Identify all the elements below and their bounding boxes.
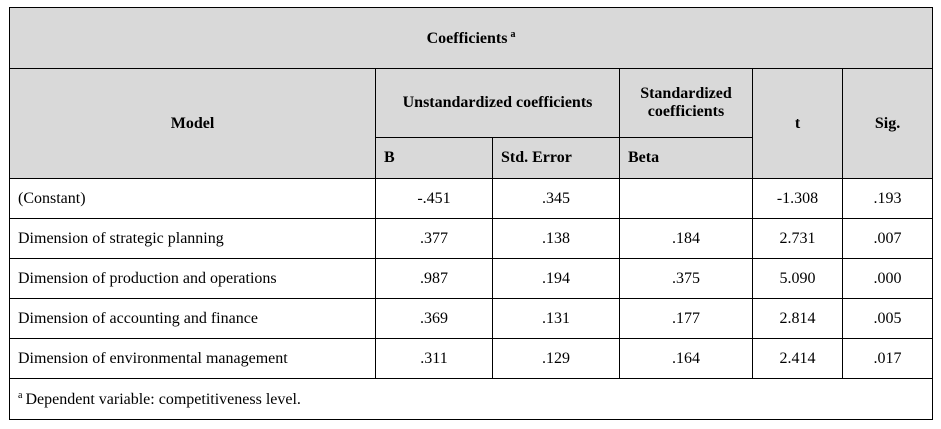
cell-beta xyxy=(620,179,753,219)
table-row xyxy=(10,219,933,259)
row-label: Dimension of environmental management xyxy=(10,339,376,379)
cell-t: 5.090 xyxy=(753,259,843,299)
cell-t: 2.414 xyxy=(753,339,843,379)
cell-sig: .005 xyxy=(843,299,933,339)
cell-beta: .164 xyxy=(620,339,753,379)
cell-sig: .017 xyxy=(843,339,933,379)
table-row xyxy=(10,259,933,299)
header-unstandardized: Unstandardized coefficients xyxy=(376,69,620,138)
row-label: Dimension of strategic planning xyxy=(10,219,376,259)
cell-t: -1.308 xyxy=(753,179,843,219)
cell-beta: .184 xyxy=(620,219,753,259)
table-row xyxy=(10,339,933,379)
cell-b: -.451 xyxy=(376,179,493,219)
cell-beta: .375 xyxy=(620,259,753,299)
cell-std-error: .138 xyxy=(493,219,620,259)
cell-b: .377 xyxy=(376,219,493,259)
cell-std-error: .345 xyxy=(493,179,620,219)
cell-std-error: .129 xyxy=(493,339,620,379)
cell-std-error: .194 xyxy=(493,259,620,299)
cell-sig: .000 xyxy=(843,259,933,299)
row-label: Dimension of production and operations xyxy=(10,259,376,299)
header-beta: Beta xyxy=(620,138,753,179)
row-label: (Constant) xyxy=(10,179,376,219)
table-title xyxy=(10,8,933,69)
header-b: B xyxy=(376,138,493,179)
cell-t: 2.731 xyxy=(753,219,843,259)
header-model: Model xyxy=(10,69,376,179)
header-t: t xyxy=(753,69,843,179)
cell-b: .311 xyxy=(376,339,493,379)
footnote-mark: a xyxy=(18,389,23,401)
coefficients-table xyxy=(9,7,933,420)
cell-b: .987 xyxy=(376,259,493,299)
header-sig: Sig. xyxy=(843,69,933,179)
cell-beta: .177 xyxy=(620,299,753,339)
table-row xyxy=(10,179,933,219)
table-title-footnote-mark: a xyxy=(510,28,516,40)
cell-t: 2.814 xyxy=(753,299,843,339)
coefficients-table-container xyxy=(9,7,932,424)
cell-b: .369 xyxy=(376,299,493,339)
row-label: Dimension of accounting and finance xyxy=(10,299,376,339)
cell-sig: .007 xyxy=(843,219,933,259)
table-row xyxy=(10,299,933,339)
cell-sig: .193 xyxy=(843,179,933,219)
cell-std-error: .131 xyxy=(493,299,620,339)
header-std-error: Std. Error xyxy=(493,138,620,179)
table-title-text: Coefficients xyxy=(426,29,508,47)
footnote-text: Dependent variable: competitiveness level. xyxy=(25,390,301,408)
table-footnote xyxy=(10,379,933,420)
header-standardized: Standardized coefficients xyxy=(620,69,753,138)
